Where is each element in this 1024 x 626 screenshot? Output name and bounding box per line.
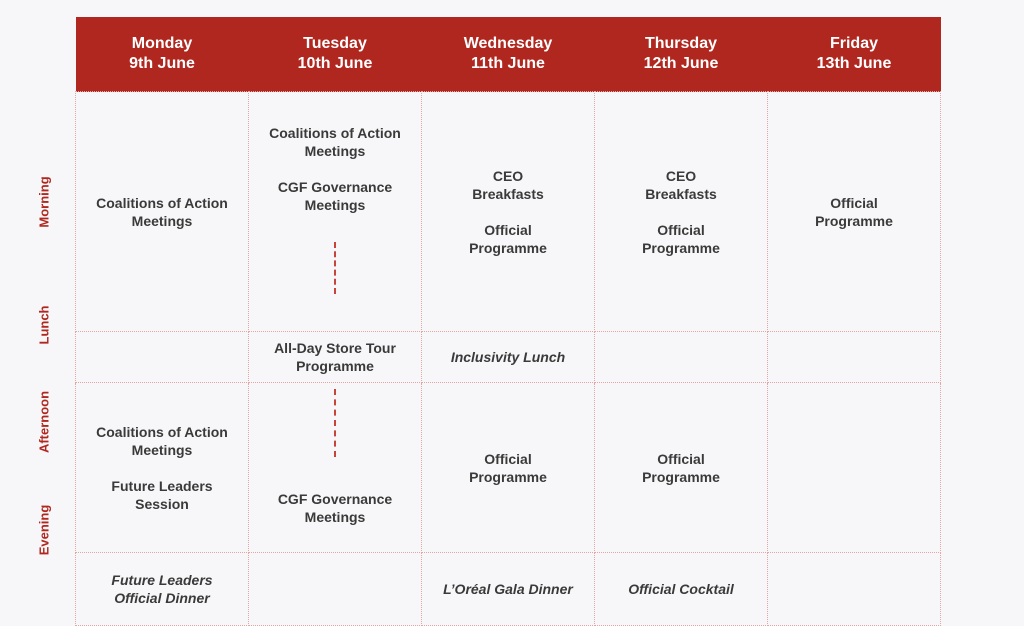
day-name: Wednesday [463,35,553,52]
event-text: CGF Governance Meetings [277,179,393,213]
header-row [76,17,941,92]
cell-tue-lunch [249,332,422,383]
event-text: Official Cocktail [628,581,734,597]
event-text: Coalitions of Action Meetings [96,194,228,229]
row-evening [76,553,941,626]
row-afternoon [76,383,941,553]
row-morning [76,92,941,332]
event-text: CEO Breakfasts [472,167,544,202]
cell-thu-morning [595,92,768,332]
event-text: Inclusivity Lunch [450,349,566,365]
cell-tue-evening [249,553,422,626]
cell-tue-afternoon [249,383,422,553]
day-name: Thursday [644,35,717,52]
cell-fri-lunch [768,332,941,383]
cell-wed-afternoon [422,383,595,553]
header-thursday [595,17,768,92]
day-date: 12th June [643,55,719,72]
row-label-lunch: Lunch [36,305,52,345]
continuation-dashed-line [334,242,336,294]
day-date: 10th June [297,55,373,72]
cell-wed-lunch [422,332,595,383]
day-date: 13th June [816,55,892,72]
row-label-morning: Morning [36,176,52,228]
event-text: Official Programme [642,450,720,485]
event-text: CGF Governance Meetings [277,491,393,525]
event-text: Official Programme [642,221,720,256]
cell-mon-afternoon [76,383,249,553]
event-text: Coalitions of Action Meetings [269,125,401,159]
event-text: Official Programme [469,450,547,485]
day-name: Monday [131,35,193,52]
event-text: Official Programme [815,194,893,229]
day-name: Friday [829,35,878,52]
day-date: 11th June [471,55,545,72]
header-tuesday [249,17,422,92]
cell-thu-evening [595,553,768,626]
cell-thu-lunch [595,332,768,383]
cell-thu-afternoon [595,383,768,553]
day-name: Tuesday [303,35,367,52]
header-monday [76,17,249,92]
row-label-afternoon: Afternoon [36,390,52,454]
day-date: 9th June [129,55,195,72]
event-text: Future Leaders Session [111,477,213,512]
row-lunch [76,332,941,383]
cell-fri-afternoon [768,383,941,553]
continuation-dashed-line [334,389,336,457]
cell-mon-morning [76,92,249,332]
event-text: All-Day Store Tour Programme [274,340,396,374]
event-text: Future Leaders Official Dinner [111,572,213,606]
row-label-evening: Evening [36,504,52,556]
cell-wed-evening [422,553,595,626]
event-text: CEO Breakfasts [645,167,717,202]
header-wednesday [422,17,595,92]
cell-fri-morning [768,92,941,332]
event-text: Coalitions of Action Meetings [96,423,228,458]
event-text: L’Oréal Gala Dinner [443,581,573,597]
header-friday [768,17,941,92]
cell-fri-evening [768,553,941,626]
cell-wed-morning [422,92,595,332]
cell-tue-morning [249,92,422,332]
cell-mon-evening [76,553,249,626]
cell-mon-lunch [76,332,249,383]
event-text: Official Programme [469,221,547,256]
schedule-table [75,17,941,626]
